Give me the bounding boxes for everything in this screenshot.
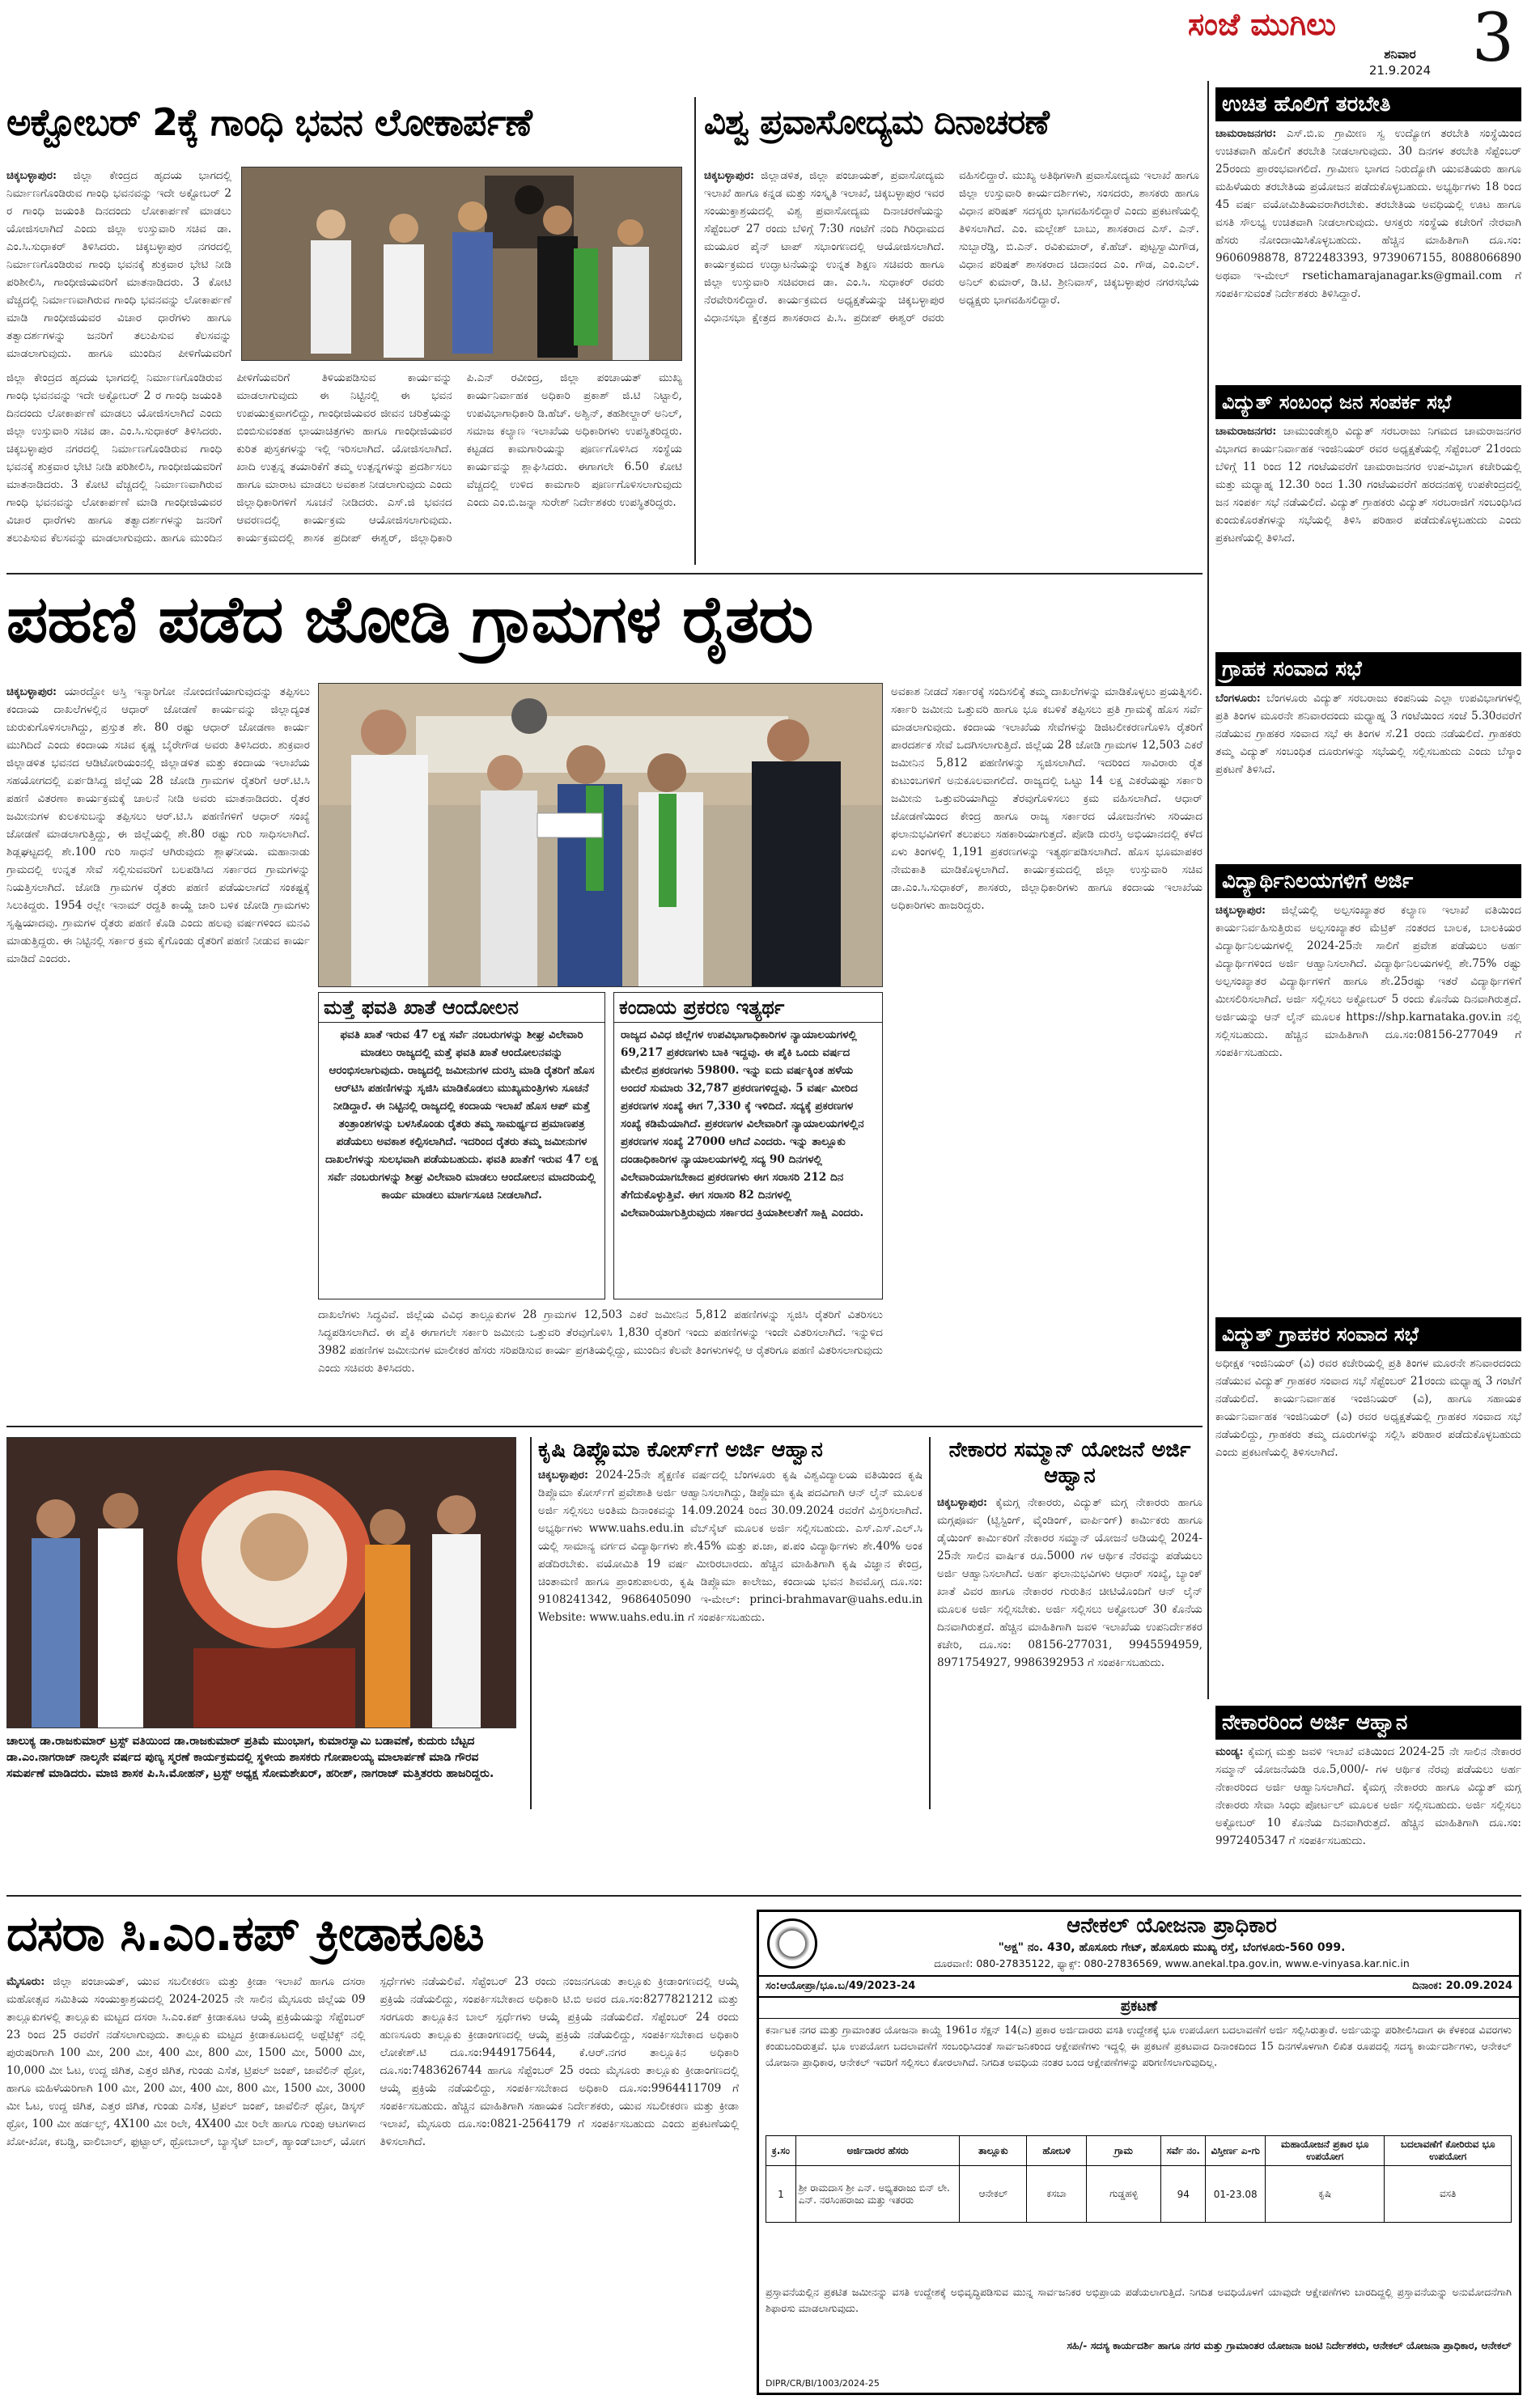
body [704, 167, 1199, 563]
headline: ನೇಕಾರರ ಸಮ್ಮಾನ್ ಯೋಜನೆ ಅರ್ಜಿ ಆಹ್ವಾನ [948, 1438, 1191, 1488]
td-hobli: ಕಸಬಾ [1027, 2166, 1087, 2223]
td-sl: 1 [766, 2166, 796, 2223]
right-column [1215, 87, 1521, 1706]
brief-text: ಜಿಲ್ಲೆಯಲ್ಲಿ ಅಲ್ಪಸಂಖ್ಯಾತರ ಕಲ್ಯಾಣ ಇಲಾಖೆ ವತಿಯಿಂದ ಕಾರ್ಯನಿರ್ವಹಿಸುತ್ತಿರುವ ಅಲ್ಪಸಂಖ್ಯಾತರ ಮೆಟ್ರಿಕ್ ನಂತರದ ಬಾಲಕ, ಬಾಲಕಿಯರ ವಿದ್ಯಾರ್ಥಿನಿಲಯಗಳಲ್ಲಿ 2024-25ನೇ ಸಾಲಿಗೆ ಪ್ರವೇಶ ಪಡೆಯಲು ಅರ್ಹ ವಿದ್ಯಾರ್ಥಿಗಳಿಂದ ಅರ್ಜಿ ಆಹ್ವಾನಿಸಲಾಗಿದೆ. ವಿದ್ಯಾರ್ಥಿನಿಲಯಗಳಲ್ಲಿ ಶೇ.75% ರಷ್ಟು ಅಲ್ಪಸಂಖ್ಯಾತರ ವಿದ್ಯಾರ್ಥಿಗಳಿಗೆ ಹಾಗೂ ಶೇ.25ರಷ್ಟು ಇತರೆ ವಿದ್ಯಾರ್ಥಿಗಳಿಗೆ ಮೀಸಲಿರಿಸಲಾಗಿದೆ. ಅರ್ಜಿ ಸಲ್ಲಿಸಲು ಅಕ್ಟೋಬರ್ 5 ರಂದು ಕೊನೆಯ ದಿನವಾಗಿರುತ್ತದೆ. ಅರ್ಜಿಯನ್ನು ಆನ್ ಲೈನ್ ಮೂಲಕ https://shp.karnataka.gov.in ನಲ್ಲಿ ಸಲ್ಲಿಸಬಹುದು. ಹೆಚ್ಚಿನ ಮಾಹಿತಿಗಾಗಿ ದೂ.ಸಂ:08156-277049 ಗೆ ಸಂಪರ್ಕಿಸಬಹುದು. [1215, 904, 1521, 1059]
brief-power-consumer [1215, 1317, 1521, 1511]
photo-figures [242, 167, 682, 361]
box-khate-movement [318, 992, 605, 1299]
body [538, 1466, 923, 1806]
dateline: ಬೆಂಗಳೂರು: [1215, 692, 1261, 705]
ad-signature: ಸಹಿ/- ಸದಸ್ಯ ಕಾರ್ಯದರ್ಶಿ ಹಾಗೂ ನಗರ ಮತ್ತು ಗ್ರಾಮಾಂತರ ಯೋಜನಾ ಜಂಟಿ ನಿರ್ದೇಶಕರು, ಆನೇಕಲ್ ಯೋಜನಾ ಪ್ರಾಧಿಕಾರ, ಆನೇಕಲ್ [1067, 2339, 1512, 2351]
ad-org-title: ಆನೇಕಲ್ ಯೋಜನಾ ಪ್ರಾಧಿಕಾರ [1067, 1914, 1277, 1938]
body-text: 2024-25ನೇ ಶೈಕ್ಷಣಿಕ ವರ್ಷದಲ್ಲಿ ಬೆಂಗಳೂರು ಕೃಷಿ ವಿಶ್ವವಿದ್ಯಾಲಯ ವತಿಯಿಂದ ಕೃಷಿ ಡಿಪ್ಲೊಮಾ ಕೋರ್ಸ್‌ಗೆ ಪ್ರವೇಶಾತಿ ಅರ್ಜಿ ಆಹ್ವಾನಿಸಲಾಗಿದ್ದು, ಡಿಪ್ಲೊಮಾ ಕೃಷಿ ಪದವಿಗಾಗಿ ಆನ್ ಲೈನ್ ಮೂಲಕ ಅರ್ಜಿ ಸಲ್ಲಿಸಲು ಅಂತಿಮ ದಿನಾಂಕವನ್ನು 14.09.2024 ರಿಂದ 30.09.2024 ರವರೆಗೆ ವಿಸ್ತರಿಸಲಾಗಿದೆ. ಅಭ್ಯರ್ಥಿಗಳು www.uahs.edu.in ವೆಬ್‌ಸೈಟ್ ಮೂಲಕ ಅರ್ಜಿ ಸಲ್ಲಿಸಬಹುದು. ಎಸ್.ಎಸ್.ಎಲ್.ಸಿ ಯಲ್ಲಿ ಸಾಮಾನ್ಯ ವರ್ಗದ ವಿದ್ಯಾರ್ಥಿಗಳು ಶೇ.45% ಮತ್ತು ಪ.ಜಾ, ಪ.ಪಂ ವಿದ್ಯಾರ್ಥಿಗಳು ಶೇ.40% ಅಂಕ ಪಡೆದಿರಬೇಕು. ವಯೋಮಿತಿ 19 ವರ್ಷ ಮೀರಿರಬಾರದು. ಹೆಚ್ಚಿನ ಮಾಹಿತಿಗಾಗಿ ಕೃಷಿ ವಿಜ್ಞಾನ ಕೇಂದ್ರ, ಚಿಂತಾಮಣಿ ಹಾಗೂ ಪ್ರಾಂಶುಪಾಲರು, ಕೃಷಿ ಡಿಪ್ಲೊಮಾ ಕಾಲೇಜು, ಕಂದಾಯ ಭವನ ಶಿವಮೊಗ್ಗ ದೂ.ಸಂ: 9108241342, 9686405090 ಇ-ಮೇಲ್: princi-brahmavar@uahs.edu.in Website: www.uahs.edu.in ಗೆ ಸಂಪರ್ಕಿಸಬಹುದು. [538, 1469, 923, 1624]
photo-caption: ಚಾಲುಕ್ಯ ಡಾ.ರಾಜಕುಮಾರ್ ಟ್ರಸ್ಟ್ ವತಿಯಿಂದ ಡಾ.ರಾಜಕುಮಾರ್ ಪ್ರತಿಮೆ ಮುಂಭಾಗ, ಕುಮಾರಸ್ವಾಮಿ ಬಡಾವಣೆ, ಕುದುರು ಬೆಟ್ಟದ ಡಾ.ಎಂ.ನಾಗರಾಜ್ ನಾಲ್ಕನೇ ವರ್ಷದ ಪುಣ್ಯ ಸ್ಮರಣೆ ಕಾರ್ಯಕ್ರಮದಲ್ಲಿ ಸ್ಥಳೀಯ ಶಾಸಕರು ಗೋಪಾಲಯ್ಯ ಮಾಲಾರ್ಪಣೆ ಮಾಡಿ ಗೌರವ ಸಮರ್ಪಣೆ ಮಾಡಿದರು. ಮಾಜಿ ಶಾಸಕ ಪಿ.ಸಿ.ಮೋಹನ್, ಟ್ರಸ್ಟ್ ಅಧ್ಯಕ್ಷ ಸೋಮಶೇಖರ್, ಹರೀಶ್, ನಾಗರಾಜ್ ಮತ್ತಿತರರು ಹಾಜರಿದ್ದರು. [6, 1735, 494, 1780]
story-pahani [6, 579, 1203, 1419]
td-master-plan: ಕೃಷಿ [1266, 2166, 1385, 2223]
th-master-plan: ಮಹಾಯೋಜನೆ ಪ್ರಕಾರ ಭೂ ಉಪಯೋಗ [1266, 2136, 1385, 2166]
headline: ದಸರಾ ಸಿ.ಎಂ.ಕಪ್ ಕ್ರೀಡಾಕೂಟ [6, 1906, 484, 1962]
story-tourism-day [704, 97, 1202, 565]
box-body: ರಾಜ್ಯದ ವಿವಿಧ ಜಿಲ್ಲೆಗಳ ಉಪವಿಭಾಗಾಧಿಕಾರಿಗಳ ನ್ಯಾಯಾಲಯಗಳಲ್ಲಿ 69,217 ಪ್ರಕರಣಗಳು ಬಾಕಿ ಇದ್ದವು. ಈ ಪೈಕಿ ಒಂದು ವರ್ಷದ ಮೇಲಿನ ಪ್ರಕರಣಗಳು 59800. ಇನ್ನು ಐದು ವರ್ಷಕ್ಕಿಂತ ಹಳೆಯ ಅಂದರೆ ಸುಮಾರು 32,787 ಪ್ರಕರಣಗಳಿದ್ದವು. 5 ವರ್ಷ ಮೀರಿದ ಪ್ರಕರಣಗಳ ಸಂಖ್ಯೆ ಈಗ 7,330 ಕ್ಕೆ ಇಳಿದಿದೆ. ಸದ್ಯಕ್ಕೆ ಪ್ರಕರಣಗಳ ಸಂಖ್ಯೆ ಕಡಿಮೆಯಾಗಿದೆ. ಪ್ರಕರಣಗಳ ವಿಲೇವಾರಿಗೆ ನ್ಯಾಯಾಲಯಗಳಲ್ಲಿನ ಪ್ರಕರಣಗಳ ಸಂಖ್ಯೆ 27000 ಆಗಿದೆ ಎಂದರು. ಇನ್ನು ತಾಲ್ಲೂಕು ದಂಡಾಧಿಕಾರಿಗಳ ನ್ಯಾಯಾಲಯಗಳಲ್ಲಿ ಸದ್ಯ 90 ದಿನಗಳಲ್ಲಿ ವಿಲೇವಾರಿಯಾಗಬೇಕಾದ ಪ್ರಕರಣಗಳು ಈಗ ಸರಾಸರಿ 212 ದಿನ ತೆಗೆದುಕೊಳ್ಳುತ್ತಿವೆ. ಈಗ ಸರಾಸರಿ 82 ದಿನಗಳಲ್ಲಿ ವಿಲೇವಾರಿಯಾಗುತ್ತಿರುವುದು ಸರ್ಕಾರದ ಕ್ರಿಯಾಶೀಲತೆಗೆ ಸಾಕ್ಷಿ ಎಂದರು. [621, 1028, 864, 1219]
ad-table-header [766, 2136, 1512, 2166]
th-taluk: ತಾಲ್ಲೂಕು [960, 2136, 1027, 2166]
ad-ref-row [759, 1977, 1519, 1998]
box-body: ಫವತಿ ಖಾತೆ ಇರುವ 47 ಲಕ್ಷ ಸರ್ವೆ ನಂಬರುಗಳನ್ನು ಶೀಘ್ರ ವಿಲೇವಾರಿ ಮಾಡಲು ರಾಜ್ಯದಲ್ಲಿ ಮತ್ತೆ ಫವತಿ ಖಾತೆ ಆಂದೋಲನವನ್ನು ಆರಂಭಿಸಲಾಗುವುದು. ರಾಜ್ಯದಲ್ಲಿ ಜಮೀನುಗಳ ದುರಸ್ತಿ ಮಾಡಿ ರೈತರಿಗೆ ಹೊಸ ಆರ್‌ಟಿಸಿ ಪಹಣಿಗಳನ್ನು ಸೃಜಿಸಿ ಮಾಡಿಕೊಡಲು ಮುಖ್ಯಮಂತ್ರಿಗಳು ಸೂಚನೆ ನೀಡಿದ್ದಾರೆ. ಈ ನಿಟ್ಟಿನಲ್ಲಿ ರಾಜ್ಯದಲ್ಲಿ ಕಂದಾಯ ಇಲಾಖೆ ಹೊಸ ಆಪ್ ಮತ್ತೆ ತಂತ್ರಾಂಶಗಳನ್ನು ಬಳಸಿಕೊಂಡು ರೈತರು ತಮ್ಮ ಸಾಮರ್ಥ್ಯದ ಪ್ರಮಾಣಪತ್ರ ಪಡೆಯಲು ಅವಕಾಶ ಕಲ್ಪಿಸಲಾಗಿದೆ. ಇದರಿಂದ ರೈತರು ತಮ್ಮ ಜಮೀನುಗಳ ದಾಖಲೆಗಳನ್ನು ಸುಲಭವಾಗಿ ಪಡೆಯಬಹುದು. ಫವತಿ ಖಾತೆಗೆ ಇರುವ 47 ಲಕ್ಷ ಸರ್ವೆ ನಂಬರುಗಳನ್ನು ಶೀಘ್ರ ವಿಲೇವಾರಿ ಮಾಡಲು ಆಂದೋಲನ ಮಾದರಿಯಲ್ಲಿ ಕಾರ್ಯ ಮಾಡಲು ಮಾರ್ಗಸೂಚಿ ನೀಡಲಾಗಿದೆ. [325, 1028, 598, 1202]
brief-body [1215, 1740, 1521, 1850]
body-lower [6, 369, 682, 565]
column-rule [929, 1437, 931, 1809]
masthead [1181, 0, 1527, 79]
brief-title: ವಿದ್ಯುತ್ ಗ್ರಾಹಕರ ಸಂವಾದ ಸಭೆ [1215, 1317, 1521, 1351]
headline: ಅಕ್ಟೋಬರ್ 2ಕ್ಕೆ ಗಾಂಧಿ ಭವನ ಲೋಕಾರ್ಪಣೆ [6, 100, 532, 144]
story-agri-diploma [538, 1437, 923, 1809]
body-text: ಯಾರದ್ದೋ ಅಸ್ತಿ ಇನ್ಯಾರಿಗೋ ನೋಂದಣಿಯಾಗುವುದನ್ನು ತಪ್ಪಿಸಲು ಕಂದಾಯ ದಾಖಲೆಗಳಲ್ಲಿನ ಆಧಾರ್ ಜೋಡಣೆ ಕಾರ್ಯವನ್ನು ಜಿಲ್ಲಾದ್ಯಂತ ಚುರುಕುಗೊಳಿಸಲಾಗಿದ್ದು, ಪ್ರಸ್ತುತ ಶೇ. 80 ರಷ್ಟು ಆಧಾರ್ ಜೋಡಣಾ ಕಾರ್ಯ ಮುಗಿದಿದೆ ಎಂದು ಕಂದಾಯ ಸಚಿವ ಕೃಷ್ಣ ಬೈರೇಗೌಡ ಅವರು ತಿಳಿಸಿದರು. ಶುಕ್ರವಾರ ಜಿಲ್ಲಾಡಳಿತ ಭವನದ ಆಡಿಟೋರಿಯಂನಲ್ಲಿ ಜಿಲ್ಲಾಡಳಿತ ಮತ್ತು ಕಂದಾಯ ಇಲಾಖೆಯ ಸಹಯೋಗದಲ್ಲಿ ಏರ್ಪಡಿಸಿದ್ದ ಜಿಲ್ಲೆಯ 28 ಜೋಡಿ ಗ್ರಾಮಗಳ ರೈತರಿಗೆ ಆರ್.ಟಿ.ಸಿ ಪಹಣಿ ವಿತರಣಾ ಕಾರ್ಯಕ್ರಮಕ್ಕೆ ಚಾಲನೆ ನೀಡಿ ಅವರು ಮಾತನಾಡಿದರು. ರೈತರ ಜಮೀನುಗಳ ಕುಲಕಸುಬನ್ನು ತಪ್ಪಿಸಲು ಆರ್.ಟಿ.ಸಿ ಪಹಣಿಗಳಿಗೆ ಆಧಾರ್ ಸಂಖ್ಯೆ ಜೋಡಣೆ ಮಾಡಲಾಗುತ್ತಿದ್ದು, ಈ ಜಿಲ್ಲೆಯಲ್ಲಿ ಶೇ.80 ರಷ್ಟು ಗುರಿ ಸಾಧಿಸಲಾಗಿದೆ. ಶಿಡ್ಲಘಟ್ಟದಲ್ಲಿ ಶೇ.100 ಗುರಿ ಸಾಧನೆ ಆಗಿರುವುದು ಶ್ಲಾಘನೀಯ. ಮಹಾನಾಡು ಗ್ರಾಮದಲ್ಲಿ ಉನ್ನತ ಸೇವೆ ಸಲ್ಲಿಸುವವರಿಗೆ ಬಲಪಡಿಸಿದ ಸರ್ಕಾರದ ಗ್ರಾಮಗಳನ್ನು ನಿಯತ್ತಿಸಲಾಗಿದೆ. ಜೋಡಿ ಗ್ರಾಮಗಳ ರೈತರು ಪಹಣಿ ಪಡೆಯಲಾಗದೆ ಸಂಕಷ್ಟಕ್ಕೆ ಸಿಲುಕಿದ್ದರು. 1954 ರಲ್ಲೇ ಇನಾಮ್ ರದ್ದತಿ ಕಾಯ್ದೆ ಜಾರಿ ಬಳಿಕ ಜೋಡಿ ಗ್ರಾಮಗಳು ಸೃಷ್ಟಿಯಾದವು. ಗ್ರಾಮಗಳ ರೈತರು ಪಹಣಿ ಕೊಡಿ ಎಂದು ಹಲವು ವರ್ಷಗಳಿಂದ ಮನವಿ ಮಾಡುತ್ತಿದ್ದರು. ಈ ನಿಟ್ಟಿನಲ್ಲಿ ಸರ್ಕಾರ ಕ್ರಮ ಕೈಗೊಂಡು ರೈತರಿಗೆ ಪಹಣಿ ನೀಡುವ ಕಾರ್ಯ ಮಾಡಿದೆ ಎಂದರು. [6, 685, 310, 965]
body-text: ಜಿಲ್ಲಾ ಪಂಚಾಯತ್, ಯುವ ಸಬಲೀಕರಣ ಮತ್ತು ಕ್ರೀಡಾ ಇಲಾಖೆ ಹಾಗೂ ದಸರಾ ಮಹೋತ್ಸವ ಸಮಿತಿಯ ಸಂಯುಕ್ತಾಶ್ರಯದಲ್ಲಿ 2024-2025 ನೇ ಸಾಲಿನ ಮೈಸೂರು ಜಿಲ್ಲೆಯ 09 ತಾಲ್ಲೂಕುಗಳಲ್ಲಿ ತಾಲ್ಲೂಕು ಮಟ್ಟದ ದಸರಾ ಸಿ.ಎಂ.ಕಪ್ ಕ್ರೀಡಾಕೂಟ ಆಯ್ಕೆ ಪ್ರಕ್ರಿಯೆಯನ್ನು ಸೆಪ್ಟೆಂಬರ್ 23 ರಿಂದ 25 ರವರೆಗೆ ನಡೆಸಲಾಗುವುದು. ತಾಲ್ಲೂಕು ಮಟ್ಟದ ಕ್ರೀಡಾಕೂಟದಲ್ಲಿ ಅಥ್ಲೆಟಿಕ್ಸ್ ನಲ್ಲಿ ಪುರುಷರಿಗಾಗಿ 100 ಮೀ, 200 ಮೀ, 400 ಮೀ, 800 ಮೀ, 1500 ಮೀ, 5000 ಮೀ, 10,000 ಮೀ ಓಟ, ಉದ್ದ ಜಿಗಿತ, ಎತ್ತರ ಜಿಗಿತ, ಗುಂಡು ಎಸೆತ, ಟ್ರಿಪಲ್ ಜಂಪ್, ಜಾವೆಲಿನ್ ಥ್ರೋ, ಹಾಗೂ ಮಹಿಳೆಯರಿಗಾಗಿ 100 ಮೀ, 200 ಮೀ, 400 ಮೀ, 800 ಮೀ, 1500 ಮೀ, 3000 ಮೀ ಓಟ, ಉದ್ದ ಜಿಗಿತ, ಎತ್ತರ ಜಿಗಿತ, ಗುಂಡು ಎಸೆತ, ಟ್ರಿಪಲ್ ಜಂಪ್, ಜಾವೆಲಿನ್ ಥ್ರೋ, ಡಿಸ್ಕಸ್ ಥ್ರೋ, 100 ಮೀ ಹರ್ಡಲ್ಸ್, 4X100 ಮೀ ರಿಲೇ, 4X400 ಮೀ ರಿಲೇ ಹಾಗೂ ಗುಂಪು ಆಟಗಳಾದ ಖೋ-ಖೋ, ಕಬಡ್ಡಿ, ವಾಲಿಬಾಲ್, ಫುಟ್ಬಾಲ್, ಥ್ರೋಬಾಲ್, ಬ್ಯಾಸ್ಕೆಟ್ ಬಾಲ್, ಹ್ಯಾಂಡ್‌ಬಾಲ್, ಯೋಗ ಸ್ಪರ್ಧೆಗಳು ನಡೆಯಲಿವೆ. ಸೆಪ್ಟೆಂಬರ್ 23 ರಂದು ನಂಜನಗೂಡು ತಾಲ್ಲೂಕು ಕ್ರೀಡಾಂಗಣದಲ್ಲಿ ಆಯ್ಕೆ ಪ್ರಕ್ರಿಯೆ ನಡೆಯಲಿದ್ದು, ಸಂಪರ್ಕಿಸಬೇಕಾದ ಅಧಿಕಾರಿ ಟಿ.ಬಿ ಅವರ ದೂ.ಸಂ:8277821212 ಮತ್ತು ಸರಗೂರು ತಾಲ್ಲೂಕಿನ ಬಾಲ್ ಸ್ಪರ್ಧೆಗಳು ಆಯ್ಕೆ ಪ್ರಕ್ರಿಯೆ ನಡೆಯಲಿದೆ. ಸೆಪ್ಟೆಂಬರ್ 24 ರಂದು ಹುಣಸೂರು ತಾಲ್ಲೂಕು ಕ್ರೀಡಾಂಗಣದಲ್ಲಿ ಆಯ್ಕೆ ಪ್ರಕ್ರಿಯೆ ನಡೆಯಲಿದ್ದು, ಸಂಪರ್ಕಿಸಬೇಕಾದ ಅಧಿಕಾರಿ ಲೋಕೇಶ್.ಟಿ ದೂ.ಸಂ:9449175644, ಕೆ.ಆರ್.ನಗರ ತಾಲ್ಲೂಕಿನ ಅಧಿಕಾರಿ ದೂ.ಸಂ:7483626744 ಹಾಗೂ ಸೆಪ್ಟೆಂಬರ್ 25 ರಂದು ಮೈಸೂರು ತಾಲ್ಲೂಕು ಕ್ರೀಡಾಂಗಣದಲ್ಲಿ ಆಯ್ಕೆ ಪ್ರಕ್ರಿಯೆ ನಡೆಯಲಿದ್ದು, ಸಂಪರ್ಕಿಸಬೇಕಾದ ಅಧಿಕಾರಿ ದೂ.ಸಂ:9964411709 ಗೆ ಸಂಪರ್ಕಿಸಬಹುದು. ಹೆಚ್ಚಿನ ಮಾಹಿತಿಗಾಗಿ ಸಹಾಯಕ ನಿರ್ದೇಶಕರು, ಯುವ ಸಬಲೀಕರಣ ಮತ್ತು ಕ್ರೀಡಾ ಇಲಾಖೆ, ಮೈಸೂರು ದೂ.ಸಂ:0821-2564179 ಗೆ ಸಂಪರ್ಕಿಸಬಹುದು ಎಂದು ಪ್ರಕಟಣೆಯಲ್ಲಿ ತಿಳಿಸಲಾಗಿದೆ. [6, 1975, 739, 2148]
headline: ಪಹಣಿ ಪಡೆದ ಜೋಡಿ ಗ್ರಾಮಗಳ ರೈತರು [6, 582, 813, 657]
th-sl: ಕ್ರ.ಸಂ [766, 2136, 796, 2166]
body [6, 1973, 739, 2402]
brand-name: ಸಂಜೆ ಮುಗಿಲು [1188, 6, 1337, 42]
ad-ref-no: ಸಂ:ಆಯೋಪ್ರಾ/ಭೂ.ಬ/49/2023-24 [766, 1980, 916, 1992]
dateline: ಚಿಕ್ಕಬಳ್ಳಾಪುರ: [6, 169, 57, 182]
brief-title: ಗ್ರಾಹಕ ಸಂವಾದ ಸಭೆ [1215, 652, 1521, 686]
dateline: ಚಿಕ್ಕಬಳ್ಳಾಪುರ: [538, 1469, 589, 1482]
section-rule [6, 1426, 1203, 1427]
notice-anekal-planning [757, 1910, 1521, 2395]
ad-footer-note: ಪ್ರಸ್ತಾವನೆಯಲ್ಲಿನ ಪ್ರಕಟಿತ ಜಮೀನನ್ನು ವಸತಿ ಉದ್ದೇಶಕ್ಕೆ ಅಭಿವೃದ್ಧಿಪಡಿಸುವ ಮುನ್ನ ಸಾರ್ವಜನಿಕರ ಅಭಿಪ್ರಾಯ ಪಡೆಯಲಾಗುತ್ತಿದೆ. ನಿಗದಿತ ಅವಧಿಯೊಳಗೆ ಯಾವುದೇ ಆಕ್ಷೇಪಣೆಗಳು ಬಾರದಿದ್ದಲ್ಲಿ ಪ್ರಸ್ತಾವನೆಯನ್ನು ಅನುಮೋದನೆಗಾಗಿ ಶಿಫಾರಸು ಮಾಡಲಾಗುವುದು. [766, 2286, 1512, 2314]
body-right [891, 683, 1203, 1415]
brief-body [1215, 121, 1521, 303]
headline: ವಿಶ್ವ ಪ್ರವಾಸೋದ್ಯಮ ದಿನಾಚರಣೆ [704, 102, 1049, 142]
dateline: ಚಾಮರಾಜನಗರ: [1215, 425, 1277, 438]
masthead-date: 21.9.2024 [1368, 63, 1432, 78]
photo-tribute-block [6, 1437, 524, 1809]
brief-body [1215, 686, 1521, 778]
ad-contacts: ದೂರವಾಣಿ: 080-27835122, ಫ್ಯಾಕ್ಸ್: 080-27836569, www.anekal.tpa.gov.in, www.e-vinyasa.kar.nic.in [934, 1957, 1410, 1969]
brief-text: ಎಸ್.ಬಿ.ಐ ಗ್ರಾಮೀಣ ಸ್ವ ಉದ್ಯೋಗ ತರಬೇತಿ ಸಂಸ್ಥೆಯಿಂದ ಉಚಿತವಾಗಿ ಹೊಲಿಗೆ ತರಬೇತಿ ನೀಡಲಾಗುವುದು. 30 ದಿನಗಳ ತರಬೇತಿ ಸೆಪ್ಟೆಂಬರ್ 25ರಂದು ಪ್ರಾರಂಭವಾಗಲಿದೆ. ಗ್ರಾಮೀಣ ಭಾಗದ ನಿರುದ್ಯೋಗಿ ಯುವತಿಯರು ಹಾಗೂ ಮಹಿಳೆಯರು ತರಬೇತಿಯ ಪ್ರಯೋಜನ ಪಡೆದುಕೊಳ್ಳಬಹುದು. ಅಭ್ಯರ್ಥಿಗಳು 18 ರಿಂದ 45 ವರ್ಷ ವಯೋಮಿತಿಯವರಾಗಿರಬೇಕು. ತರಬೇತಿಯ ಅವಧಿಯಲ್ಲಿ ಊಟ ಹಾಗೂ ವಸತಿ ಸೌಲಭ್ಯ ಉಚಿತವಾಗಿ ನೀಡಲಾಗುವುದು. ಆಸಕ್ತರು ಸಂಸ್ಥೆಯ ಕಚೇರಿಗೆ ನೇರವಾಗಿ ಹೆಸರು ನೋಂದಾಯಿಸಿಕೊಳ್ಳಬಹುದು. ಹೆಚ್ಚಿನ ಮಾಹಿತಿಗಾಗಿ ದೂ.ಸಂ: 9606098878, 8722483393, 9739067155, 8088066890 ಅಥವಾ ಇ-ಮೇಲ್ rsetichamarajanagar.ks@gmail.com ಗೆ ಸಂಪರ್ಕಿಸುವಂತೆ ನಿರ್ದೇಶಕರು ತಿಳಿಸಿದ್ದಾರೆ. [1215, 127, 1521, 300]
brief-body [1215, 898, 1521, 1062]
body [937, 1494, 1203, 1806]
th-hobli: ಹೋಬಳಿ [1027, 2136, 1087, 2166]
column-rule [694, 97, 696, 565]
body-text: ಕೈಮಗ್ಗ ನೇಕಾರರು, ವಿದ್ಯುತ್ ಮಗ್ಗ ನೇಕಾರರು ಹಾಗೂ ಮಗ್ಗಪೂರ್ವ (ಟ್ವಿಸ್ಟಿಂಗ್, ವೈಂಡಿಂಗ್, ವಾರ್ಪಿಂಗ್) ಕಾರ್ಮಿಕರು ಹಾಗೂ ಡೈಯಿಂಗ್ ಕಾರ್ಮಿಕರಿಗೆ ನೇಕಾರರ ಸಮ್ಮಾನ್ ಯೋಜನೆ ಅಡಿಯಲ್ಲಿ 2024-25ನೇ ಸಾಲಿನ ವಾರ್ಷಿಕ ರೂ.5000 ಗಳ ಆರ್ಥಿಕ ನೆರವನ್ನು ಪಡೆಯಲು ಅರ್ಜಿ ಆಹ್ವಾನಿಸಲಾಗಿದೆ. ಅರ್ಹ ಫಲಾನುಭವಿಗಳು ಆಧಾರ್ ಸಂಖ್ಯೆ, ಬ್ಯಾಂಕ್ ಖಾತೆ ವಿವರ ಹಾಗೂ ನೇಕಾರರ ಗುರುತಿನ ಚೀಟಿಯೊಂದಿಗೆ ಆನ್ ಲೈನ್ ಮೂಲಕ ಅರ್ಜಿ ಸಲ್ಲಿಸಬೇಕು. ಅರ್ಜಿ ಸಲ್ಲಿಸಲು ಅಕ್ಟೋಬರ್ 30 ಕೊನೆಯ ದಿನವಾಗಿರುತ್ತದೆ. ಹೆಚ್ಚಿನ ಮಾಹಿತಿಗಾಗಿ ಜವಳಿ ಇಲಾಖೆಯ ಉಪನಿರ್ದೇಶಕರ ಕಚೇರಿ, ದೂ.ಸಂ: 08156-277031, 9945594959, 8971754927, 9986392953 ಗೆ ಸಂಪರ್ಕಿಸಬಹುದು. [937, 1496, 1203, 1669]
brief-title: ವಿದ್ಯಾರ್ಥಿನಿಲಯಗಳಿಗೆ ಅರ್ಜಿ [1215, 864, 1521, 898]
td-applicant: ಶ್ರೀ ರಾಮದಾಸ ಶ್ರೀ ಎನ್. ಅಭ್ಯಿತರಾಜು ಬಿನ್ ಲೇ. ಎನ್. ನರಸಿಂಹರಾಜು ಮತ್ತು ಇತರರು [795, 2166, 960, 2223]
brief-title: ವಿದ್ಯುತ್ ಸಂಬಂಧ ಜನ ಸಂಪರ್ಕ ಸಭೆ [1215, 385, 1521, 419]
brief-text: ಕೈಮಗ್ಗ ಮತ್ತು ಜವಳಿ ಇಲಾಖೆ ವತಿಯಿಂದ 2024-25 ನೇ ಸಾಲಿನ ನೇಕಾರರ ಸಮ್ಮಾನ್ ಯೋಜನೆಯಡಿ ರೂ.5,000/- ಗಳ ಆರ್ಥಿಕ ನೆರವು ಪಡೆಯಲು ಅರ್ಹ ನೇಕಾರರಿಂದ ಅರ್ಜಿ ಆಹ್ವಾನಿಸಲಾಗಿದೆ. ಕೈಮಗ್ಗ ನೇಕಾರರು ಹಾಗೂ ವಿದ್ಯುತ್ ಮಗ್ಗ ನೇಕಾರರು ಸೇವಾ ಸಿಂಧು ಪೋರ್ಟಲ್ ಮೂಲಕ ಅರ್ಜಿ ಸಲ್ಲಿಸಬಹುದು. ಅರ್ಜಿ ಸಲ್ಲಿಸಲು ಅಕ್ಟೋಬರ್ 10 ಕೊನೆಯ ದಿನವಾಗಿರುತ್ತದೆ. ಹೆಚ್ಚಿನ ಮಾಹಿತಿಗಾಗಿ ದೂ.ಸಂ: 9972405347 ಗೆ ಸಂಪರ್ಕಿಸಬಹುದು. [1215, 1745, 1521, 1847]
brief-text: ಚಾಮುಂಡೇಶ್ವರಿ ವಿದ್ಯುತ್ ಸರಬರಾಜು ನಿಗಮದ ಚಾಮರಾಜನಗರ ವಿಭಾಗದ ಕಾರ್ಯನಿರ್ವಾಹಕ ಇಂಜಿನಿಯರ್ ರವರ ಅಧ್ಯಕ್ಷತೆಯಲ್ಲಿ ಸೆಪ್ಟೆಂಬರ್ 21ರಂದು ಬೆಳಿಗ್ಗೆ 11 ರಿಂದ 12 ಗಂಟೆಯವರೆಗೆ ಚಾಮರಾಜನಗರ ಉಪ-ವಿಭಾಗ ಕಚೇರಿಯಲ್ಲಿ ಮತ್ತು ಮಧ್ಯಾಹ್ನ 12.30 ರಿಂದ 1.30 ಗಂಟೆಯವರೆಗೆ ಹರದನಹಳ್ಳಿ ಉಪಕೇಂದ್ರದಲ್ಲಿ ಜನ ಸಂಪರ್ಕ ಸಭೆ ನಡೆಯಲಿದೆ. ವಿದ್ಯುತ್ ಗ್ರಾಹಕರು ವಿದ್ಯುತ್ ಸರಬರಾಜಿಗೆ ಸಂಬಂಧಿಸಿದ ಕುಂದುಕೊರತೆಗಳನ್ನು ಸಭೆಯಲ್ಲಿ ತಿಳಿಸಿ ಪರಿಹಾರ ಪಡೆದುಕೊಳ್ಳಬಹುದು ಎಂದು ಪ್ರಕಟಣೆಯಲ್ಲಿ ತಿಳಿಸಿದೆ. [1215, 425, 1521, 545]
dateline: ಚಿಕ್ಕಬಳ್ಳಾಪುರ: [704, 169, 755, 182]
photo-gandhi-bhavan [241, 167, 682, 361]
brief-text: ಬೆಂಗಳೂರು ವಿದ್ಯುತ್ ಸರಬರಾಜು ಕಂಪನಿಯ ಎಲ್ಲಾ ಉಪವಿಭಾಗಗಳಲ್ಲಿ ಪ್ರತಿ ತಿಂಗಳ ಮೂರನೇ ಶನಿವಾರದಂದು ಮಧ್ಯಾಹ್ನ 3 ಗಂಟೆಯಿಂದ ಸಂಜೆ 5.30ರವರೆಗೆ ನಡೆಯುವ ಗ್ರಾಹಕರ ಸಂವಾದ ಸಭೆ ಈ ತಿಂಗಳ ಸೆ.21 ರಂದು ನಡೆಯಲಿದೆ. ಗ್ರಾಹಕರು ತಮ್ಮ ವಿದ್ಯುತ್ ಸಂಬಂಧಿತ ದೂರುಗಳನ್ನು ಸಭೆಯಲ್ಲಿ ಸಲ್ಲಿಸಬಹುದು ಎಂದು ಬೆಸ್ಕಾಂ ಪ್ರಕಟಣೆ ತಿಳಿಸಿದೆ. [1215, 692, 1521, 776]
ad-date: ದಿನಾಂಕ: 20.09.2024 [1412, 1980, 1512, 1992]
photo-figures [319, 684, 883, 987]
column-rule [1207, 81, 1209, 1699]
ad-notice-title: ಪ್ರಕಟಣೆ [759, 1998, 1519, 2019]
emblem-icon [767, 1918, 817, 1969]
column-rule [530, 1437, 532, 1809]
body-text-continued: ಜಿಲ್ಲಾ ಕೇಂದ್ರದ ಹೃದಯ ಭಾಗದಲ್ಲಿ ನಿರ್ಮಾಣಗೊಂಡಿರುವ ಗಾಂಧಿ ಭವನವನ್ನು ಇದೇ ಅಕ್ಟೋಬರ್ 2 ರ ಗಾಂಧಿ ಜಯಂತಿ ದಿನದಂದು ಲೋಕಾರ್ಪಣೆ ಮಾಡಲು ಯೋಜಿಸಲಾಗಿದೆ ಎಂದು ಜಿಲ್ಲಾ ಉಸ್ತುವಾರಿ ಸಚಿವ ಡಾ. ಎಂ.ಸಿ.ಸುಧಾಕರ್ ತಿಳಿಸಿದರು. ಚಿಕ್ಕಬಳ್ಳಾಪುರ ನಗರದಲ್ಲಿ ನಿರ್ಮಾಣಗೊಂಡಿರುವ ಗಾಂಧಿ ಭವನಕ್ಕೆ ಶುಕ್ರವಾರ ಭೇಟಿ ನೀಡಿ ಪರಿಶೀಲಿಸಿ, ಗಾಂಧೀಜಿಯವರಿಗೆ ಮಾತನಾಡಿದರು. 3 ಕೋಟಿ ವೆಚ್ಚದಲ್ಲಿ ನಿರ್ಮಾಣವಾಗಿರುವ ಗಾಂಧಿ ಭವನವನ್ನು ಲೋಕಾರ್ಪಣೆ ಮಾಡಿ ಗಾಂಧೀಜಿಯವರ ವಿಚಾರ ಧಾರೆಗಳು ಹಾಗೂ ತತ್ವಾದರ್ಶಗಳನ್ನು ಜನರಿಗೆ ತಲುಪಿಸುವ ಕೆಲಸವನ್ನು ಮಾಡಲಾಗುವುದು. ಹಾಗೂ ಮುಂದಿನ ಪೀಳಿಗೆಯವರಿಗೆ ತಿಳಿಯಪಡಿಸುವ ಕಾರ್ಯವನ್ನು ಮಾಡಲಾಗುವುದು ಈ ನಿಟ್ಟಿನಲ್ಲಿ ಈ ಭವನ ಉಪಯುಕ್ತವಾಗಲಿದ್ದು, ಗಾಂಧೀಜಿಯವರ ಜೀವನ ಚರಿತ್ರೆಯನ್ನು ಬಿಂಬಿಸುವಂತಹ ಛಾಯಾಚಿತ್ರಗಳು ಹಾಗೂ ಗಾಂಧೀಜಿಯವರ ಕುರಿತ ಪುಸ್ತಕಗಳನ್ನು ಇಲ್ಲಿ ಇರಿಸಲಾಗಿದೆ. ಯೋಜಿಸಲಾಗಿದೆ. ಖಾದಿ ಉತ್ಪನ್ನ ತಯಾರಿಕೆಗೆ ತಮ್ಮ ಉತ್ಪನ್ನಗಳನ್ನು ಪ್ರದರ್ಶಿಸಲು ಹಾಗೂ ಮಾರಾಟ ಮಾಡಲು ಅವಕಾಶ ನೀಡಲಾಗುವುದು ಎಂದು ಜಿಲ್ಲಾಧಿಕಾರಿಗಳಿಗೆ ಸೂಚನೆ ನೀಡಿದರು. ಎಸ್.ಜಿ ಭವನದ ಆವರಣದಲ್ಲಿ ಕಾರ್ಯಕ್ರಮ ಆಯೋಜಿಸಲಾಗುವುದು. ಕಾರ್ಯಕ್ರಮದಲ್ಲಿ ಶಾಸಕ ಪ್ರದೀಪ್ ಈಶ್ವರ್, ಜಿಲ್ಲಾಧಿಕಾರಿ ಪಿ.ಎನ್ ರವೀಂದ್ರ, ಜಿಲ್ಲಾ ಪಂಚಾಯತ್ ಮುಖ್ಯ ಕಾರ್ಯನಿರ್ವಾಹಕ ಅಧಿಕಾರಿ ಪ್ರಕಾಶ್ ಜಿ.ಟಿ ನಿಟ್ಟಾಲಿ, ಉಪವಿಭಾಗಾಧಿಕಾರಿ ಡಿ.ಹೆಚ್. ಅಶ್ವಿನ್, ತಹಶೀಲ್ದಾರ್ ಅನಿಲ್, ಸಮಾಜ ಕಲ್ಯಾಣ ಇಲಾಖೆಯ ಅಧಿಕಾರಿಗಳು ಉಪಸ್ಥಿತರಿದ್ದರು. ಕಟ್ಟಡದ ಕಾಮಗಾರಿಯನ್ನು ಪೂರ್ಣಗೊಳಿಸಿದ ಸಂಸ್ಥೆಯ ಕಾರ್ಯವನ್ನು ಶ್ಲಾಘಿಸಿದರು. ಈಗಾಗಲೇ 6.50 ಕೋಟಿ ವೆಚ್ಚದಲ್ಲಿ ಉಳಿದ ಕಾಮಗಾರಿ ಪೂರ್ಣಗೊಳಿಸಲಾಗುವುದು ಎಂದು ಎಂ.ಬಿ.ಜನ್ನಾ ಸುರೇಶ್ ನಿರ್ದೇಶಕರು ಉಪಸ್ಥಿತರಿದ್ದರು. [6, 371, 682, 545]
brief-title: ಉಚಿತ ಹೊಲಿಗೆ ತರಬೇತಿ [1215, 87, 1521, 121]
dateline: ಚಿಕ್ಕಬಳ್ಳಾಪುರ: [6, 685, 57, 698]
dateline: ಚಿಕ್ಕಬಳ್ಳಾಪುರ: [1215, 904, 1266, 917]
page-number: 3 [1471, 0, 1515, 77]
brief-power-meeting [1215, 385, 1521, 646]
box-title: ಮತ್ತೆ ಫವತಿ ಖಾತೆ ಆಂದೋಲನ [319, 993, 604, 1023]
dateline: ಮಂಡ್ಯ: [1215, 1745, 1244, 1758]
td-survey: 94 [1161, 2166, 1206, 2223]
body-text: ಜಿಲ್ಲಾ ಕೇಂದ್ರದ ಹೃದಯ ಭಾಗದಲ್ಲಿ ನಿರ್ಮಾಣಗೊಂಡಿರುವ ಗಾಂಧಿ ಭವನವನ್ನು ಇದೇ ಅಕ್ಟೋಬರ್ 2 ರ ಗಾಂಧಿ ಜಯಂತಿ ದಿನದಂದು ಲೋಕಾರ್ಪಣೆ ಮಾಡಲು ಯೋಜಿಸಲಾಗಿದೆ ಎಂದು ಜಿಲ್ಲಾ ಉಸ್ತುವಾರಿ ಸಚಿವ ಡಾ. ಎಂ.ಸಿ.ಸುಧಾಕರ್ ತಿಳಿಸಿದರು. ಚಿಕ್ಕಬಳ್ಳಾಪುರ ನಗರದಲ್ಲಿ ನಿರ್ಮಾಣಗೊಂಡಿರುವ ಗಾಂಧಿ ಭವನಕ್ಕೆ ಶುಕ್ರವಾರ ಭೇಟಿ ನೀಡಿ ಪರಿಶೀಲಿಸಿ, ಗಾಂಧೀಜಿಯವರಿಗೆ ಮಾತನಾಡಿದರು. 3 ಕೋಟಿ ವೆಚ್ಚದಲ್ಲಿ ನಿರ್ಮಾಣವಾಗಿರುವ ಗಾಂಧಿ ಭವನವನ್ನು ಲೋಕಾರ್ಪಣೆ ಮಾಡಿ ಗಾಂಧೀಜಿಯವರ ವಿಚಾರ ಧಾರೆಗಳು ಹಾಗೂ ತತ್ವಾದರ್ಶಗಳನ್ನು ಜನರಿಗೆ ತಲುಪಿಸುವ ಕೆಲಸವನ್ನು ಮಾಡಲಾಗುವುದು. ಹಾಗೂ ಮುಂದಿನ ಪೀಳಿಗೆಯವರಿಗೆ [6, 169, 231, 360]
brief-body [1215, 1351, 1521, 1461]
section-rule [6, 573, 1203, 574]
brief-title: ನೇಕಾರರಿಂದ ಅರ್ಜಿ ಆಹ್ವಾನ [1215, 1706, 1521, 1740]
dateline: ಚಿಕ್ಕಬಳ್ಳಾಪುರ: [937, 1496, 988, 1509]
body-bottom [318, 1306, 883, 1419]
body-text: ದಾಖಲೆಗಳು ಸಿದ್ಧವಿವೆ. ಜಿಲ್ಲೆಯ ವಿವಿಧ ತಾಲ್ಲೂಕುಗಳ 28 ಗ್ರಾಮಗಳ 12,503 ಎಕರೆ ಜಮೀನಿನ 5,812 ಪಹಣಿಗಳನ್ನು ಸೃಜಿಸಿ ರೈತರಿಗೆ ವಿತರಿಸಲು ಸಿದ್ಧಪಡಿಸಲಾಗಿದೆ. ಈ ಪೈಕಿ ಈಗಾಗಲೇ ಸರ್ಕಾರಿ ಜಮೀನು ಒತ್ತುವರಿ ತೆರವುಗೊಳಿಸಿ 1,830 ರೈತರಿಗೆ ಇಂದು ಪಹಣಿಗಳನ್ನು ಇಂದೇ ವಿತರಿಸಲಾಗಿದೆ. ಇನ್ನುಳಿದ 3982 ಪಹಣಿಗಳ ಜಮೀನುಗಳ ಮಾಲೀಕರ ಹೆಸರು ಸರಿಪಡಿಸುವ ಕಾರ್ಯ ಪ್ರಗತಿಯಲ್ಲಿದ್ದು, ಮುಂದಿನ ಕೆಲವೇ ತಿಂಗಳುಗಳಲ್ಲಿ ಆ ರೈತರಿಗೂ ಪಹಣಿ ವಿತರಿಸಲಾಗುವುದು ಎಂದು ಸಚಿವರು ತಿಳಿಸಿದರು. [318, 1308, 883, 1375]
body-upper [6, 167, 231, 361]
headline: ಕೃಷಿ ಡಿಪ್ಲೊಮಾ ಕೋರ್ಸ್‌ಗೆ ಅರ್ಜಿ ಆಹ್ವಾನ [538, 1438, 823, 1462]
masthead-day: ಶನಿವಾರ [1384, 47, 1416, 61]
brief-consumer-meeting [1215, 652, 1521, 858]
box-revenue-cases [613, 992, 883, 1299]
td-taluk: ಆನೇಕಲ್ [960, 2166, 1027, 2223]
th-extent: ವಿಸ್ತೀರ್ಣ ಎ-ಗು [1206, 2136, 1266, 2166]
td-extent: 01-23.08 [1206, 2166, 1266, 2223]
ad-header [759, 1912, 1519, 1977]
th-village: ಗ್ರಾಮ [1087, 2136, 1161, 2166]
brief-text: ಅಧೀಕ್ಷಕ ಇಂಜಿನಿಯರ್ (ವಿ) ರವರ ಕಚೇರಿಯಲ್ಲಿ ಪ್ರತಿ ತಿಂಗಳ ಮೂರನೇ ಶನಿವಾರದಂದು ನಡೆಯುವ ವಿದ್ಯುತ್ ಗ್ರಾಹಕರ ಸಂವಾದ ಸಭೆ ಸೆಪ್ಟೆಂಬರ್ 21ರಂದು ಮಧ್ಯಾಹ್ನ 3 ಗಂಟೆಗೆ ನಡೆಯಲಿದೆ. ಕಾರ್ಯನಿರ್ವಾಹಕ ಇಂಜಿನಿಯರ್ (ವಿ), ಹಾಗೂ ಸಹಾಯಕ ಕಾರ್ಯನಿರ್ವಾಹಕ ಇಂಜಿನಿಯರ್ (ವಿ) ರವರ ಅಧ್ಯಕ್ಷತೆಯಲ್ಲಿ ಗ್ರಾಹಕರ ಸಂವಾದ ಸಭೆ ನಡೆಯಲಿದ್ದು, ಗ್ರಾಹಕರು ತಮ್ಮ ದೂರುಗಳನ್ನು ಸಲ್ಲಿಸಿ ಪರಿಹಾರ ಪಡೆದುಕೊಳ್ಳಬಹುದು ಎಂದು ಪ್ರಕಟಣೆಯಲ್ಲಿ ತಿಳಿಸಲಾಗಿದೆ. [1215, 1357, 1521, 1459]
brief-hostel-application [1215, 864, 1521, 1311]
dateline: ಚಾಮರಾಜನಗರ: [1215, 127, 1277, 140]
brief-weavers-application [1215, 1706, 1521, 1889]
th-survey: ಸರ್ವೆ ನಂ. [1161, 2136, 1206, 2166]
table-row [766, 2166, 1512, 2223]
body-left [6, 683, 310, 1415]
ad-table [766, 2135, 1512, 2223]
story-gandhi-bhavan [6, 97, 686, 565]
body-text: ಅವಕಾಶ ನೀಡದೆ ಸರ್ಕಾರಕ್ಕೆ ಸಂದಿಸಲಿಕ್ಕೆ ತಮ್ಮ ದಾಖಲೆಗಳನ್ನು ಮಾಡಿಕೊಳ್ಳಲು ಪ್ರಯತ್ನಿಸಲಿ. ಸರ್ಕಾರಿ ಜಮೀನು ಒತ್ತುವರಿ ಹಾಗೂ ಭೂ ಕಬಳಿಕೆ ತಪ್ಪಿಸಲು ಪ್ರತಿ ಗ್ರಾಮಕ್ಕೆ ಹೊಸ ಸರ್ವೆ ಮಾಡಲಾಗುವುದು. ಕಂದಾಯ ಇಲಾಖೆಯ ಸೇವೆಗಳನ್ನು ಡಿಜಿಟಲೀಕರಣಗೊಳಿಸಿ ರೈತರಿಗೆ ಪಾರದರ್ಶಕ ಸೇವೆ ಒದಗಿಸಲಾಗುತ್ತಿದೆ. ಜಿಲ್ಲೆಯ 28 ಜೋಡಿ ಗ್ರಾಮಗಳ 12,503 ಎಕರೆ ಜಮೀನಿನ 5,812 ಪಹಣಿಗಳನ್ನು ಸೃಜಿಸಲಾಗಿದೆ. ಇದರಿಂದ ಸಾವಿರಾರು ರೈತ ಕುಟುಂಬಗಳಿಗೆ ಅನುಕೂಲವಾಗಲಿದೆ. ರಾಜ್ಯದಲ್ಲಿ ಒಟ್ಟು 14 ಲಕ್ಷ ಎಕರೆಯಷ್ಟು ಸರ್ಕಾರಿ ಜಮೀನು ಒತ್ತುವರಿಯಾಗಿದ್ದು ತೆರವುಗೊಳಿಸಲು ಕ್ರಮ ವಹಿಸಲಾಗಿದೆ. ಆಧಾರ್ ಜೋಡಣೆಯಿಂದ ಕೇಂದ್ರ ಹಾಗೂ ರಾಜ್ಯ ಸರ್ಕಾರದ ಯೋಜನೆಗಳು ಸರಿಯಾದ ಫಲಾನುಭವಿಗಳಿಗೆ ತಲುಪಲು ಸಹಕಾರಿಯಾಗುತ್ತದೆ. ಪೋಡಿ ದುರಸ್ತಿ ಅಭಿಯಾನದಲ್ಲಿ ಕಳೆದ ಏಳು ತಿಂಗಳಲ್ಲಿ 1,191 ಪ್ರಕರಣಗಳನ್ನು ಇತ್ಯರ್ಥಪಡಿಸಲಾಗಿದೆ. ಹೊಸ ಭೂಮಾಪಕರ ನೇಮಕಾತಿ ಮಾಡಿಕೊಳ್ಳಲಾಗಿದೆ. ಕಾರ್ಯಕ್ರಮದಲ್ಲಿ ಜಿಲ್ಲಾ ಉಸ್ತುವಾರಿ ಸಚಿವ ಡಾ.ಎಂ.ಸಿ.ಸುಧಾಕರ್, ಶಾಸಕರು, ಜಿಲ್ಲಾಧಿಕಾರಿಗಳು ಹಾಗೂ ಕಂದಾಯ ಇಲಾಖೆಯ ಅಧಿಕಾರಿಗಳು ಹಾಜರಿದ್ದರು. [891, 685, 1203, 912]
photo-tribute [6, 1437, 516, 1728]
brand-logo [1188, 6, 1447, 45]
td-requested: ವಸತಿ [1385, 2166, 1512, 2223]
brief-body [1215, 419, 1521, 547]
ad-address: "ಅಕ್ಷ" ನಂ. 430, ಹೊಸೂರು ಗೇಟ್, ಹೊಸೂರು ಮುಖ್ಯ ರಸ್ತೆ, ಬೆಂಗಳೂರು-560 099. [998, 1941, 1346, 1954]
section-rule [6, 1895, 1521, 1897]
photo-figures [7, 1438, 516, 1728]
box-title: ಕಂದಾಯ ಪ್ರಕರಣ ಇತ್ಯರ್ಥ [614, 993, 882, 1023]
story-dasara-cup [6, 1903, 739, 2405]
td-village: ಗುಡ್ಡಹಳ್ಳಿ [1087, 2166, 1161, 2223]
dateline: ಮೈಸೂರು: [6, 1975, 45, 1988]
ad-notice-body: ಕರ್ನಾಟಕ ನಗರ ಮತ್ತು ಗ್ರಾಮಾಂತರ ಯೋಜನಾ ಕಾಯ್ದೆ 1961ರ ಸೆಕ್ಷನ್ 14(ಎ) ಪ್ರಕಾರ ಅರ್ಜಿದಾರರು ವಸತಿ ಉದ್ದೇಶಕ್ಕೆ ಭೂ ಉಪಯೋಗ ಬದಲಾವಣೆಗೆ ಅರ್ಜಿ ಸಲ್ಲಿಸಿರುತ್ತಾರೆ. ಅರ್ಜಿಯನ್ನು ಪರಿಶೀಲಿಸಿದಾಗ ಈ ಕೆಳಕಂಡ ವಿವರಗಳು ಕಂಡುಬಂದಿರುತ್ತವೆ. ಭೂ ಉಪಯೋಗ ಬದಲಾವಣೆಗೆ ಸಂಬಂಧಿಸಿದಂತೆ ಸಾರ್ವಜನಿಕರಿಂದ ಆಕ್ಷೇಪಣೆಗಳು ಇದ್ದಲ್ಲಿ ಈ ಪ್ರಕಟಣೆ ಪ್ರಕಟವಾದ ದಿನಾಂಕದಿಂದ 15 ದಿನಗಳೊಳಗಾಗಿ ಲಿಖಿತ ರೂಪದಲ್ಲಿ ಸದಸ್ಯ ಕಾರ್ಯದರ್ಶಿಗಳು, ಆನೇಕಲ್ ಯೋಜನಾ ಪ್ರಾಧಿಕಾರ, ಆನೇಕಲ್ ಇವರಿಗೆ ಸಲ್ಲಿಸಲು ಕೋರಲಾಗಿದೆ. ನಿಗದಿತ ಅವಧಿಯ ನಂತರ ಬಂದ ಆಕ್ಷೇಪಣೆಗಳನ್ನು ಪರಿಗಣಿಸಲಾಗುವುದಿಲ್ಲ. [766, 2024, 1512, 2068]
th-applicant: ಅರ್ಜಿದಾರರ ಹೆಸರು [795, 2136, 960, 2166]
brief-sewing-training [1215, 87, 1521, 379]
story-weavers-scheme [937, 1437, 1203, 1809]
body-text: ಜಿಲ್ಲಾಡಳಿತ, ಜಿಲ್ಲಾ ಪಂಚಾಯತ್, ಪ್ರವಾಸೋದ್ಯಮ ಇಲಾಖೆ ಹಾಗೂ ಕನ್ನಡ ಮತ್ತು ಸಂಸ್ಕೃತಿ ಇಲಾಖೆ, ಚಿಕ್ಕಬಳ್ಳಾಪುರ ಇವರ ಸಂಯುಕ್ತಾಶ್ರಯದಲ್ಲಿ ವಿಶ್ವ ಪ್ರವಾಸೋದ್ಯಮ ದಿನಾಚರಣೆಯನ್ನು ಸೆಪ್ಟೆಂಬರ್ 27 ರಂದು ಬೆಳಿಗ್ಗೆ 7:30 ಗಂಟೆಗೆ ನಂದಿ ಗಿರಿಧಾಮದ ಮಯೂರ ಪೈನ್ ಟಾಪ್ ಸಭಾಂಗಣದಲ್ಲಿ ಆಯೋಜಿಸಲಾಗಿದೆ. ಕಾರ್ಯಕ್ರಮದ ಉದ್ಘಾಟನೆಯನ್ನು ಉನ್ನತ ಶಿಕ್ಷಣ ಸಚಿವರು ಹಾಗೂ ಜಿಲ್ಲಾ ಉಸ್ತುವಾರಿ ಸಚಿವರಾದ ಡಾ. ಎಂ.ಸಿ. ಸುಧಾಕರ್ ರವರು ನೆರವೇರಿಸಲಿದ್ದಾರೆ. ಕಾರ್ಯಕ್ರಮದ ಅಧ್ಯಕ್ಷತೆಯನ್ನು ಚಿಕ್ಕಬಳ್ಳಾಪುರ ವಿಧಾನಸಭಾ ಕ್ಷೇತ್ರದ ಶಾಸಕರಾದ ಪಿ.ಸಿ. ಪ್ರದೀಪ್ ಈಶ್ವರ್ ರವರು ವಹಿಸಲಿದ್ದಾರೆ. ಮುಖ್ಯ ಅತಿಥಿಗಳಾಗಿ ಪ್ರವಾಸೋದ್ಯಮ ಇಲಾಖೆ ಹಾಗೂ ಜಿಲ್ಲಾ ಉಸ್ತುವಾರಿ ಕಾರ್ಯದರ್ಶಿಗಳು, ಸಂಸದರು, ಶಾಸಕರು ಹಾಗೂ ವಿಧಾನ ಪರಿಷತ್ ಸದಸ್ಯರು ಭಾಗವಹಿಸಲಿದ್ದಾರೆ ಎಂದು ಪ್ರಕಟಣೆಯಲ್ಲಿ ತಿಳಿಸಲಾಗಿದೆ. ಎಂ. ಮಲ್ಲೇಶ್ ಬಾಬು, ಶಾಸಕರಾದ ಎಸ್. ಎನ್. ಸುಬ್ಬಾರೆಡ್ಡಿ, ಬಿ.ಎನ್. ರವಿಕುಮಾರ್, ಕೆ.ಹೆಚ್. ಪುಟ್ಟಸ್ವಾಮಿಗೌಡ, ವಿಧಾನ ಪರಿಷತ್ ಶಾಸಕರಾದ ಚಿದಾನಂದ ಎಂ. ಗೌಡ, ಎಂ.ಎಲ್. ಅನಿಲ್ ಕುಮಾರ್, ಡಿ.ಟಿ. ಶ್ರೀನಿವಾಸ್, ಚಿಕ್ಕಬಳ್ಳಾಪುರ ನಗರಸಭೆಯ ಅಧ್ಯಕ್ಷರು ಭಾಗವಹಿಸಲಿದ್ದಾರೆ. [704, 169, 1199, 324]
th-requested: ಬದಲಾವಣೆಗೆ ಕೋರಿರುವ ಭೂ ಉಪಯೋಗ [1385, 2136, 1512, 2166]
photo-pahani-distribution [318, 683, 883, 987]
ad-code: DIPR/CR/BI/1003/2024-25 [766, 2378, 880, 2389]
